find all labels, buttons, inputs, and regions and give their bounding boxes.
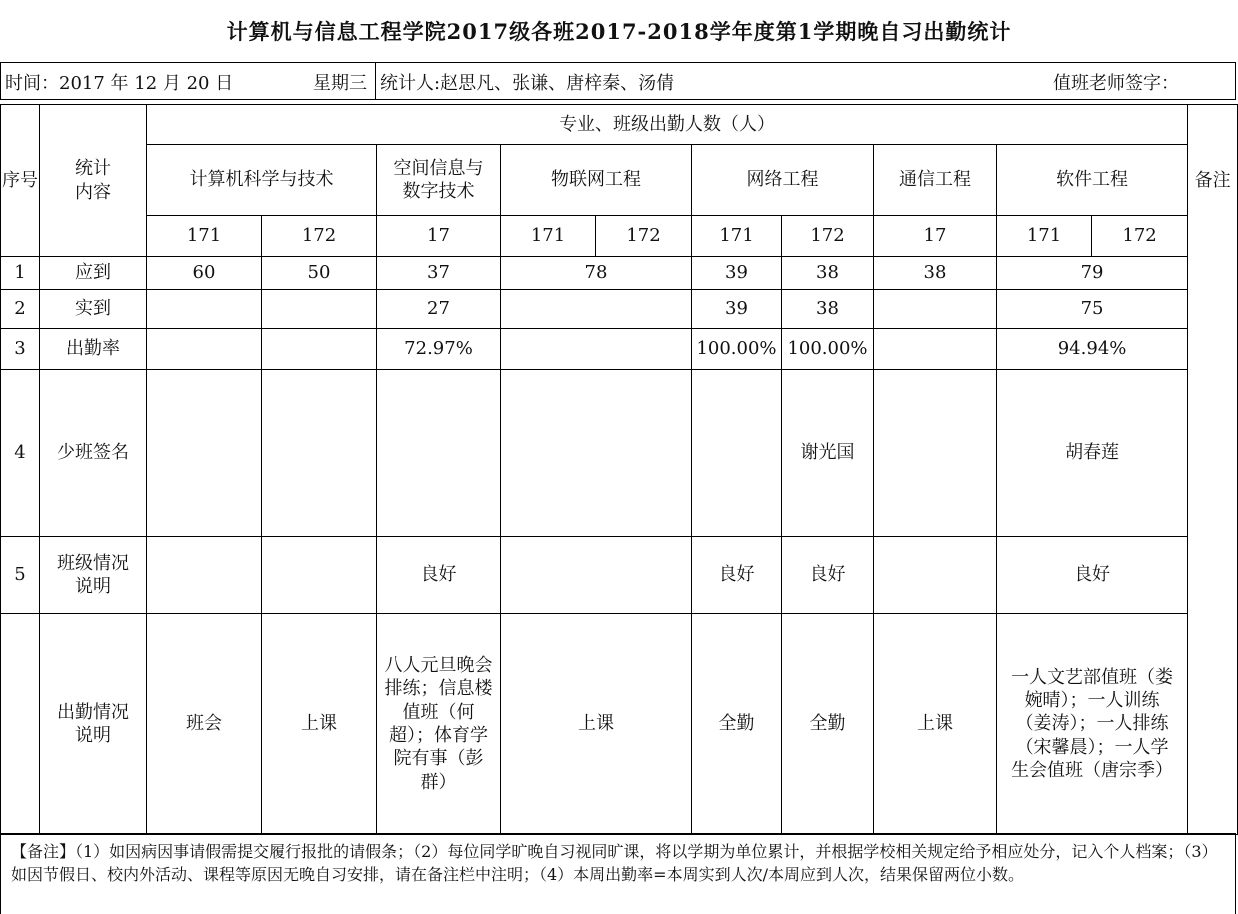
cell-net172: 良好: [782, 537, 874, 614]
cell-cs171: 班会: [147, 614, 262, 835]
row-seq: 3: [1, 329, 40, 370]
row-rate: [1, 329, 1238, 370]
cell-iot: [501, 537, 692, 614]
cell-net171: 全勤: [692, 614, 782, 835]
class-code: 17: [874, 216, 997, 257]
row-label: 实到: [40, 290, 147, 329]
row-class-status: [1, 537, 1238, 614]
cell-telecom: 上课: [874, 614, 997, 835]
cell-net172: 38: [782, 290, 874, 329]
row-actual: [1, 290, 1238, 329]
info-bar: [0, 62, 1236, 100]
cell-spatial: 37: [377, 257, 501, 290]
cell-iot: 78: [501, 257, 692, 290]
cell-cs171: [147, 370, 262, 537]
cell-net171: 100.00%: [692, 329, 782, 370]
cell-software: 79: [997, 257, 1188, 290]
cell-cs172: 50: [262, 257, 377, 290]
cell-spatial: [377, 370, 501, 537]
major-telecom: 通信工程: [874, 145, 997, 216]
row-label: 出勤率: [40, 329, 147, 370]
major-cs: 计算机科学与技术: [147, 145, 377, 216]
teacher-sign-label: 值班老师签字：: [1053, 73, 1179, 94]
major-network: 网络工程: [692, 145, 874, 216]
major-iot: 物联网工程: [501, 145, 692, 216]
cell-telecom: 38: [874, 257, 997, 290]
cell-net172: 全勤: [782, 614, 874, 835]
cell-spatial: 27: [377, 290, 501, 329]
cell-cs171: 60: [147, 257, 262, 290]
class-code: 172: [782, 216, 874, 257]
class-code: 171: [147, 216, 262, 257]
row-signature: [1, 370, 1238, 537]
cell-cs171: [147, 537, 262, 614]
cell-spatial: 72.97%: [377, 329, 501, 370]
weekday-text: 星期三: [313, 73, 367, 94]
major-software: 软件工程: [997, 145, 1188, 216]
header-remark: 备注: [1188, 105, 1238, 257]
stat-people-text: 统计人:赵思凡、张谦、唐梓秦、汤倩: [380, 73, 675, 94]
row-attendance-notes: [1, 614, 1238, 835]
class-code: 171: [997, 216, 1092, 257]
remark-cell: [1188, 257, 1238, 835]
class-code: 172: [596, 216, 692, 257]
cell-telecom: [874, 370, 997, 537]
class-code: 17: [377, 216, 501, 257]
row-label: 应到: [40, 257, 147, 290]
cell-iot: [501, 329, 692, 370]
row-seq: 4: [1, 370, 40, 537]
row-seq: 5: [1, 537, 40, 614]
cell-software: 一人文艺部值班（娄 婉晴）；一人训练 （姜涛）；一人排练 （宋馨晨）；一人学 生会值班（唐宗季）: [997, 614, 1188, 835]
cell-iot: 上课: [501, 614, 692, 835]
class-code: 172: [1092, 216, 1188, 257]
cell-software: 胡春莲: [997, 370, 1188, 537]
cell-net171: 39: [692, 290, 782, 329]
cell-software: 75: [997, 290, 1188, 329]
cell-iot: [501, 290, 692, 329]
footnote: 【备注】（1）如因病因事请假需提交履行报批的请假条；（2）每位同学旷晚自习视同旷课，将以学期为单位累计，并根据学校相关规定给予相应处分，记入个人档案；（3）如因节假日、校内外活动、课程等原因无晚自习安排，请在备注栏中注明；（4）本周出勤率=本周实到人次/本周应到人次，结果保留两位小数。: [0, 833, 1236, 914]
row-label: 班级情况 说明: [40, 537, 147, 614]
date-text: 时间：2017 年 12 月 20 日: [5, 73, 234, 94]
row-label: 少班签名: [40, 370, 147, 537]
cell-cs172: 上课: [262, 614, 377, 835]
cell-cs172: [262, 537, 377, 614]
class-code: 171: [501, 216, 596, 257]
major-spatial: 空间信息与 数字技术: [377, 145, 501, 216]
attendance-table: [0, 104, 1238, 835]
cell-cs171: [147, 329, 262, 370]
cell-telecom: [874, 537, 997, 614]
header-group: 专业、班级出勤人数（人）: [147, 105, 1188, 145]
cell-iot: [501, 370, 692, 537]
cell-net172: 100.00%: [782, 329, 874, 370]
cell-cs172: [262, 290, 377, 329]
row-seq: [1, 614, 40, 835]
class-code: 171: [692, 216, 782, 257]
cell-net171: [692, 370, 782, 537]
cell-net172: 38: [782, 257, 874, 290]
cell-net172: 谢光国: [782, 370, 874, 537]
cell-software: 94.94%: [997, 329, 1188, 370]
sheet-title: 计算机与信息工程学院2017级各班2017-2018学年度第1学期晚自习出勤统计: [226, 19, 1012, 44]
header-seq: 序号: [1, 105, 40, 257]
cell-telecom: [874, 290, 997, 329]
row-seq: 1: [1, 257, 40, 290]
cell-software: 良好: [997, 537, 1188, 614]
cell-cs172: [262, 329, 377, 370]
class-code: 172: [262, 216, 377, 257]
cell-spatial: 良好: [377, 537, 501, 614]
cell-net171: 39: [692, 257, 782, 290]
cell-spatial: 八人元旦晚会 排练；信息楼 值班（何 超）；体育学 院有事（彭 群）: [377, 614, 501, 835]
cell-cs171: [147, 290, 262, 329]
cell-telecom: [874, 329, 997, 370]
row-seq: 2: [1, 290, 40, 329]
cell-net171: 良好: [692, 537, 782, 614]
row-label: 出勤情况 说明: [40, 614, 147, 835]
info-divider: [375, 63, 376, 99]
cell-cs172: [262, 370, 377, 537]
row-expected: [1, 257, 1238, 290]
header-content: 统计 内容: [40, 105, 147, 257]
